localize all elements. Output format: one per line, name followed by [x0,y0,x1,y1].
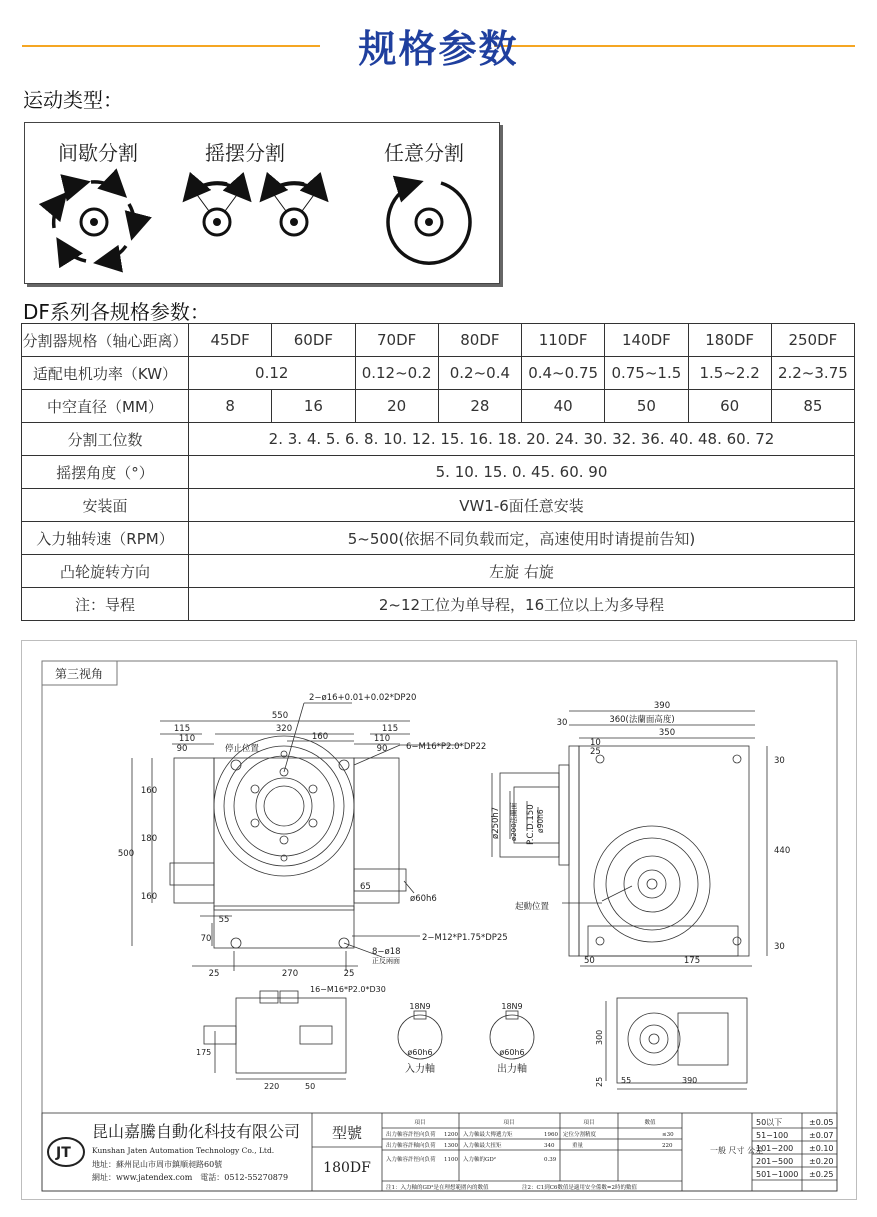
dim-label: 25 [595,1076,604,1087]
spec-cell: 入力軸容許徑向負荷 [386,1157,436,1163]
dim-label: 350 [658,728,676,738]
view-label: 第三视角 [54,667,104,681]
tolerance-value: ±0.07 [809,1131,834,1140]
spec-cell: 重量 [572,1143,584,1149]
callout: P.C.D.150 [526,804,536,845]
table-cell: 180DF [688,324,771,357]
table-cell: 2.2~3.75 [771,357,854,390]
spec-cell: 出力軸容許軸向負荷 [386,1143,436,1149]
company-logo [48,1138,84,1166]
callout: 2−ø16+0.01+0.02*DP20 [309,693,417,703]
spec-cell: ≤30 [662,1132,674,1138]
table-row [22,324,855,357]
callout: 停止位置 [225,744,260,754]
spec-table [21,323,855,621]
table-cell: 85 [771,390,854,423]
row-label: 分割器规格（轴心距离） [22,324,189,357]
row-label: 适配电机功率（KW） [22,357,189,390]
svg-text:JT: JT [56,1145,71,1161]
spec-table-label: DF系列各规格参数： [23,300,210,324]
callout: 2−M12*P1.75*DP25 [422,933,508,943]
dim-label: 270 [281,969,299,979]
row-label: 摇摆角度（°） [22,456,189,489]
table-row [22,555,855,588]
dim-label: 160 [140,786,158,796]
callout: ø200法蘭面 [510,802,518,841]
tolerance-value: ±0.10 [809,1144,834,1153]
dim-label: 115 [381,724,399,734]
table-row [22,588,855,621]
arbitrary-indexing-icon [388,183,470,263]
callout: 正反兩面 [372,957,400,965]
table-cell: 0.4~0.75 [522,357,605,390]
spec-cell: 項目 [503,1120,515,1126]
dim-label: 500 [117,849,135,859]
spec-note: 注1：入力軸的GD²是在理想範圍內的數值 [386,1185,489,1191]
table-cell: VW1-6面任意安装 [189,489,855,522]
company-name: 昆山嘉騰自動化科技有限公司 [92,1122,301,1141]
callout: 出力軸 [497,1064,527,1075]
table-cell: 140DF [605,324,688,357]
swing-right-icon [264,183,324,235]
tolerance-range: 51−100 [756,1131,789,1140]
dim-label: 115 [173,724,191,734]
dim-label: 110 [373,734,391,744]
intermittent-indexing-icon [54,182,135,262]
motion-type-label: 运动类型： [23,88,123,112]
dim-label: 55 [621,1076,632,1085]
table-row [22,522,855,555]
spec-cell: 定位分割精度 [563,1132,597,1138]
dim-label: 175 [683,956,701,966]
callout: 18N9 [501,1002,523,1011]
motion-type-panel [24,122,500,284]
table-cell: 50 [605,390,688,423]
dim-label: 220 [264,1082,280,1091]
dim-label: 390 [653,701,671,711]
tolerance-value: ±0.20 [809,1157,834,1166]
dim-label: 180 [140,834,158,844]
spec-cell: 220 [662,1143,673,1149]
row-label: 入力轴转速（RPM） [22,522,189,555]
table-cell: 0.2~0.4 [438,357,521,390]
company-contact: 網址：www.jatendex.com 電話：0512-55270879 [92,1173,289,1182]
dim-label: 55 [218,915,230,925]
table-cell: 0.12 [189,357,356,390]
row-label: 安装面 [22,489,189,522]
table-cell: 45DF [189,324,272,357]
row-label: 凸轮旋转方向 [22,555,189,588]
callout: ø60h6 [499,1048,525,1057]
dim-label: 90 [376,744,388,754]
table-cell: 2. 3. 4. 5. 6. 8. 10. 12. 15. 16. 18. 20. 24. 30. 32. 36. 40. 48. 60. 72 [189,423,855,456]
row-label: 中空直径（MM） [22,390,189,423]
table-cell: 5. 10. 15. 0. 45. 60. 90 [189,456,855,489]
dim-label: 25 [590,747,601,757]
table-row [22,357,855,390]
spec-cell: 1960 [544,1132,558,1138]
table-row [22,423,855,456]
dim-label: 25 [343,969,355,979]
page-title: 规格参数 [358,27,519,71]
tolerance-value: ±0.05 [809,1118,834,1127]
dim-label: 175 [196,1048,212,1057]
dim-label: 390 [682,1076,698,1085]
table-row [22,489,855,522]
motion-intermittent-title: 间歇分割 [58,141,138,165]
table-cell: 28 [438,390,521,423]
table-row [22,390,855,423]
callout: 16−M16*P2.0*D30 [310,985,386,994]
spec-cell: 項目 [414,1120,426,1126]
callout: 18N9 [409,1002,431,1011]
spec-cell: 340 [544,1143,555,1149]
spec-cell: 數值 [644,1120,656,1126]
spec-cell: 0.39 [544,1157,557,1163]
callout: 6−M16*P2.0*DP22 [406,742,487,752]
dim-label: 320 [275,724,293,734]
dim-label: 30 [556,718,568,728]
row-label: 注：导程 [22,588,189,621]
dim-label: 50 [584,956,595,966]
spec-cell: 入力軸最大扭矩 [463,1143,502,1149]
dim-label: 160 [311,732,329,742]
table-cell: 60DF [272,324,355,357]
row-label: 分割工位数 [22,423,189,456]
dim-label: 110 [178,734,196,744]
dim-label: 440 [774,846,791,856]
dim-label: 30 [774,756,785,766]
table-cell: 20 [355,390,438,423]
tolerance-range: 501−1000 [756,1170,799,1179]
table-cell: 250DF [771,324,854,357]
dim-label: 550 [271,711,289,721]
motion-diagrams [25,123,499,283]
company-name-en: Kunshan Jaten Automation Technology Co., Ltd. [92,1146,275,1155]
dim-label: 30 [774,942,785,952]
dim-label: 160 [140,892,158,902]
tolerance-value: ±0.25 [809,1170,834,1179]
table-cell: 80DF [438,324,521,357]
table-cell: 2~12工位为单导程，16工位以上为多导程 [189,588,855,621]
dim-label: 50 [305,1082,316,1091]
table-cell: 左旋 右旋 [189,555,855,588]
company-address: 地址：蘇州昆山市周市鎮順昶路60號 [92,1160,223,1169]
table-cell: 70DF [355,324,438,357]
callout: 65 [360,882,371,892]
callout: ø90h6 [536,809,545,833]
spec-cell: 1100 [444,1157,458,1163]
swing-left-icon [187,183,247,235]
tolerance-label: 一般 尺寸 公差 [710,1146,764,1155]
tolerance-range: 201−500 [756,1157,794,1166]
model-label: 型號 [331,1124,363,1142]
dim-label: 10 [590,738,601,748]
table-cell: 60 [688,390,771,423]
dim-label: 360(法蘭面高度) [609,715,675,725]
callout: ø250h7 [491,806,501,839]
table-cell: 40 [522,390,605,423]
table-cell: 16 [272,390,355,423]
callout: ø60h6 [410,894,437,904]
spec-note: 注2：C1到C6數值是適用安全係數=2時的數值 [522,1185,638,1191]
dim-label: 90 [176,744,188,754]
spec-cell: 1200 [444,1132,458,1138]
technical-drawing [22,641,856,1199]
dim-label: 25 [208,969,220,979]
spec-cell: 項目 [583,1120,595,1126]
motion-swing-title: 摇摆分割 [205,141,285,165]
spec-cell: 出力軸容許徑向負荷 [386,1132,436,1138]
dim-label: 70 [200,934,212,944]
table-cell: 5~500(依据不同负载而定，高速使用时请提前告知) [189,522,855,555]
motion-arbitrary-title: 任意分割 [384,141,464,165]
table-row [22,456,855,489]
tolerance-range: 50以下 [756,1118,783,1127]
model-number: 180DF [323,1160,371,1176]
callout: ø60h6 [407,1048,433,1057]
table-cell: 0.12~0.2 [355,357,438,390]
callout: 8−ø18 [372,947,401,957]
callout: 入力軸 [405,1064,435,1075]
callout: 起動位置 [515,902,550,912]
spec-cell: 入力軸的GD² [463,1157,497,1163]
table-cell: 1.5~2.2 [688,357,771,390]
table-cell: 8 [189,390,272,423]
spec-cell: 入力軸最大傳遞力矩 [463,1132,513,1138]
technical-drawing-panel [21,640,857,1200]
dim-label: 300 [595,1029,604,1045]
table-cell: 110DF [522,324,605,357]
spec-cell: 1300 [444,1143,458,1149]
table-cell: 0.75~1.5 [605,357,688,390]
tolerance-range: 101−200 [756,1144,794,1153]
